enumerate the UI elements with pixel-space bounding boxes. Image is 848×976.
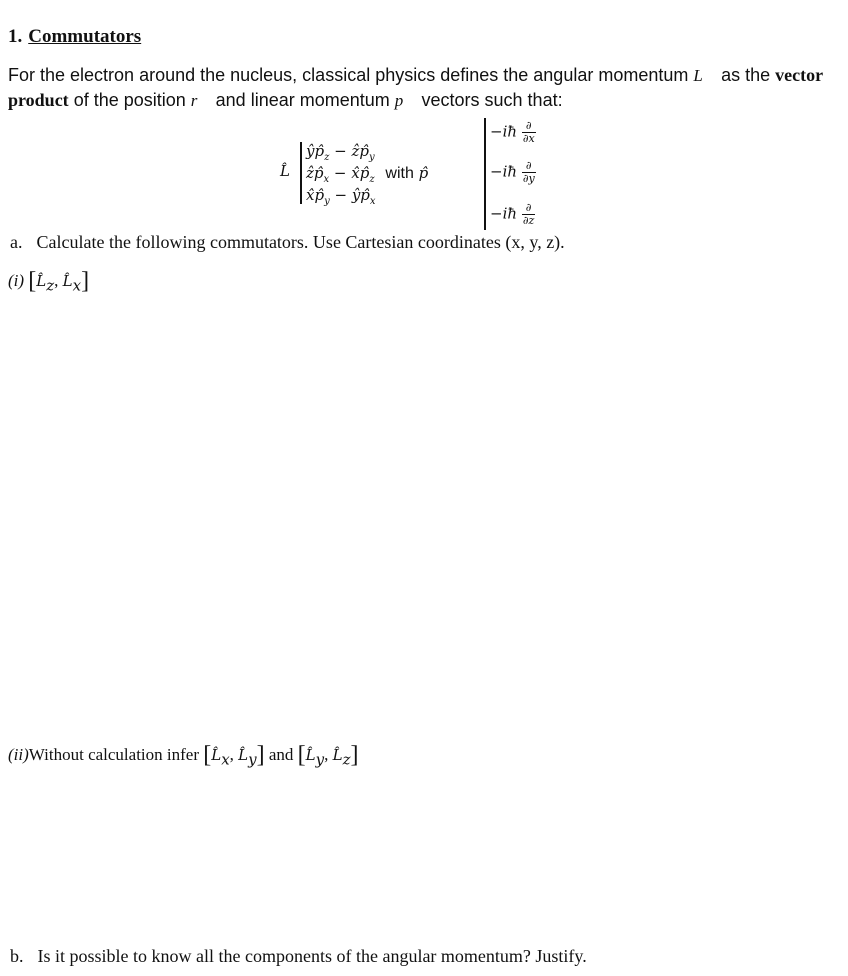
p-component-z: −iħ $\frac{\partial}{\partial z}$ xyxy=(490,201,535,227)
question-ii-label: (ii) xyxy=(8,745,29,764)
p-component-y: −iħ $\frac{\partial}{\partial y}$ xyxy=(490,159,535,185)
question-i-label: (i) xyxy=(8,271,25,290)
p-component-x: −iħ $\frac{\partial}{\partial x}$ xyxy=(490,119,535,145)
intro-text-5: vectors such that: xyxy=(421,90,563,110)
intro-text-2: as the xyxy=(721,65,771,85)
question-b xyxy=(10,946,587,967)
matrix-bar-right xyxy=(484,118,486,230)
question-a-label: a. xyxy=(10,232,23,252)
intro-text-4: and linear momentum xyxy=(215,90,390,110)
with-word: with xyxy=(385,165,414,182)
matrix-bar-left xyxy=(300,142,302,204)
and-word: and xyxy=(268,745,294,764)
question-b-label: b. xyxy=(10,946,24,966)
bold-product: product xyxy=(8,90,69,110)
p-operator-symbol: p̂ xyxy=(418,164,429,182)
intro-text-3: of the position xyxy=(73,90,186,110)
L-component-row-z: $x̂p̂_y$ − $ŷp̂_x$ xyxy=(306,186,376,207)
question-b-text: Is it possible to know all the components of the angular momentum? Justify. xyxy=(37,946,587,966)
section-title: Commutators xyxy=(28,26,142,47)
section-heading xyxy=(8,26,141,48)
L-vector-symbol: L⃗ xyxy=(693,66,717,85)
angular-momentum-formula xyxy=(280,118,580,230)
question-a-i: (i) [$L̂_z$, $L̂_x$] xyxy=(8,268,90,295)
question-a-ii: (ii)Without calculation infer [$L̂_x$, $L̂_y$] and [$L̂_y$, $L̂_z$] xyxy=(8,742,359,769)
section-number: 1. xyxy=(8,26,23,47)
bold-vector: vector xyxy=(775,65,824,85)
question-ii-text: Without calculation infer xyxy=(28,745,199,764)
intro-text-1: For the electron around the nucleus, classical physics defines the angular momentum xyxy=(8,65,689,85)
L-component-row-x: $ŷp̂_z$ − $ẑp̂_y$ xyxy=(306,142,375,163)
r-vector-symbol: r⃗ xyxy=(190,91,211,110)
L-component-row-y: $ẑp̂_x$ − $x̂p̂_z$ with p̂ xyxy=(306,164,429,185)
question-a-text: Calculate the following commutators. Use Cartesian coordinates (x, y, z). xyxy=(36,232,565,252)
p-vector-symbol: p⃗ xyxy=(394,91,417,110)
L-operator-symbol: L̂ xyxy=(280,162,290,180)
question-a xyxy=(10,232,565,253)
intro-paragraph xyxy=(8,63,844,113)
